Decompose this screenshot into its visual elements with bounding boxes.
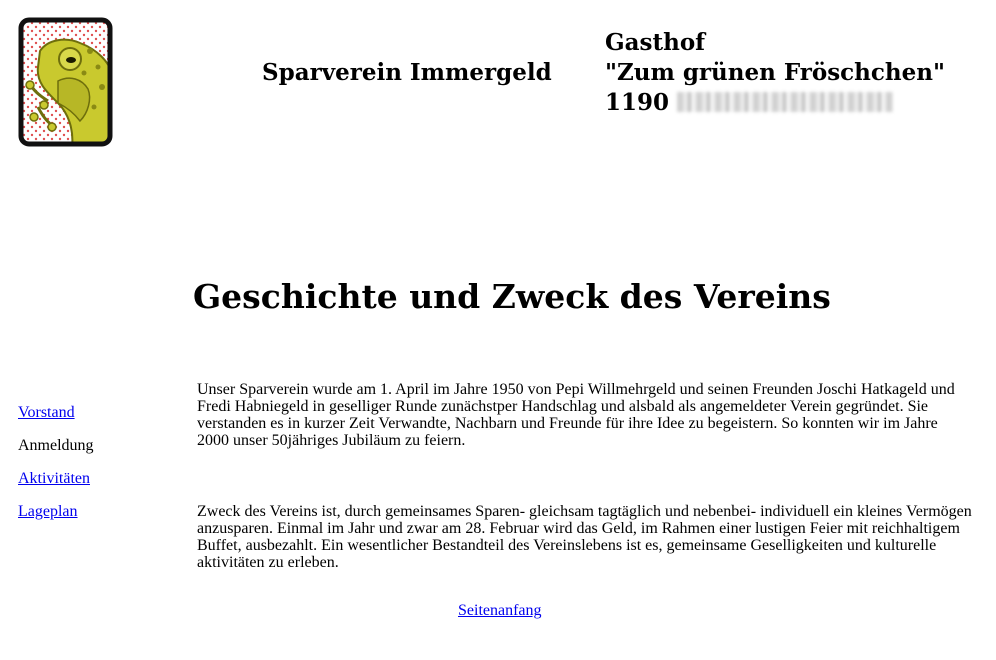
venue-address — [605, 28, 945, 118]
nav-link-vorstand[interactable]: Vorstand — [18, 404, 75, 421]
history-paragraph — [197, 381, 972, 449]
nav-item-anmeldung: Anmeldung — [18, 437, 94, 454]
history-text: Unser Sparverein wurde am 1. April im Jahre 1950 von Pepi Willmehrgeld und seinen Freunden Joschi Hatkageld und Fredi Habniegeld in geselliger Runde zunächstper Handschlag und alsbald als angemeldeter Verein gegründet. Sie verstanden es in kurzer Zeit Verwandte, Nachbarn und Freunde für ihre Idee zu begeistern. So konnten wir im Jahre 2000 unser 50jähriges Jubiläum zu feiern. — [197, 381, 955, 449]
page-title: Geschichte und Zweck des Vereins — [193, 277, 831, 316]
nav-link-aktivitaeten[interactable]: Aktivitäten — [18, 470, 90, 487]
purpose-text: Zweck des Vereins ist, durch gemeinsames Sparen- gleichsam tagtäglich und nebenbei- individuell ein kleines Vermögen anzusparen. Einmal im Jahr und zwar am 28. Februar wird das Geld, im Rahmen einer lustigen Feier mit reichhaltigem Buffet, ausbezahlt. Ein wesentlicher Bestandteil des Vereinslebens ist es, gemeinsame Geselligkeiten und kulturelle aktivitäten zu erleben. — [197, 503, 972, 571]
postal-code: 1190 — [605, 89, 670, 116]
back-to-top-link[interactable]: Seitenanfang — [458, 602, 542, 619]
frog-icon — [18, 17, 113, 147]
frog-logo — [18, 17, 113, 147]
club-name: Sparverein Immergeld — [262, 59, 552, 86]
nav-link-lageplan[interactable]: Lageplan — [18, 503, 78, 520]
sidebar-nav — [18, 403, 94, 535]
purpose-paragraph — [197, 503, 972, 571]
venue-line-2: "Zum grünen Fröschchen" — [605, 59, 945, 86]
nav-item-aktivitaeten — [18, 469, 94, 502]
venue-line-3 — [605, 88, 945, 118]
nav-item-lageplan — [18, 502, 94, 535]
redacted-street-address — [677, 92, 893, 112]
nav-item-vorstand — [18, 403, 94, 436]
venue-line-1: Gasthof — [605, 29, 706, 56]
